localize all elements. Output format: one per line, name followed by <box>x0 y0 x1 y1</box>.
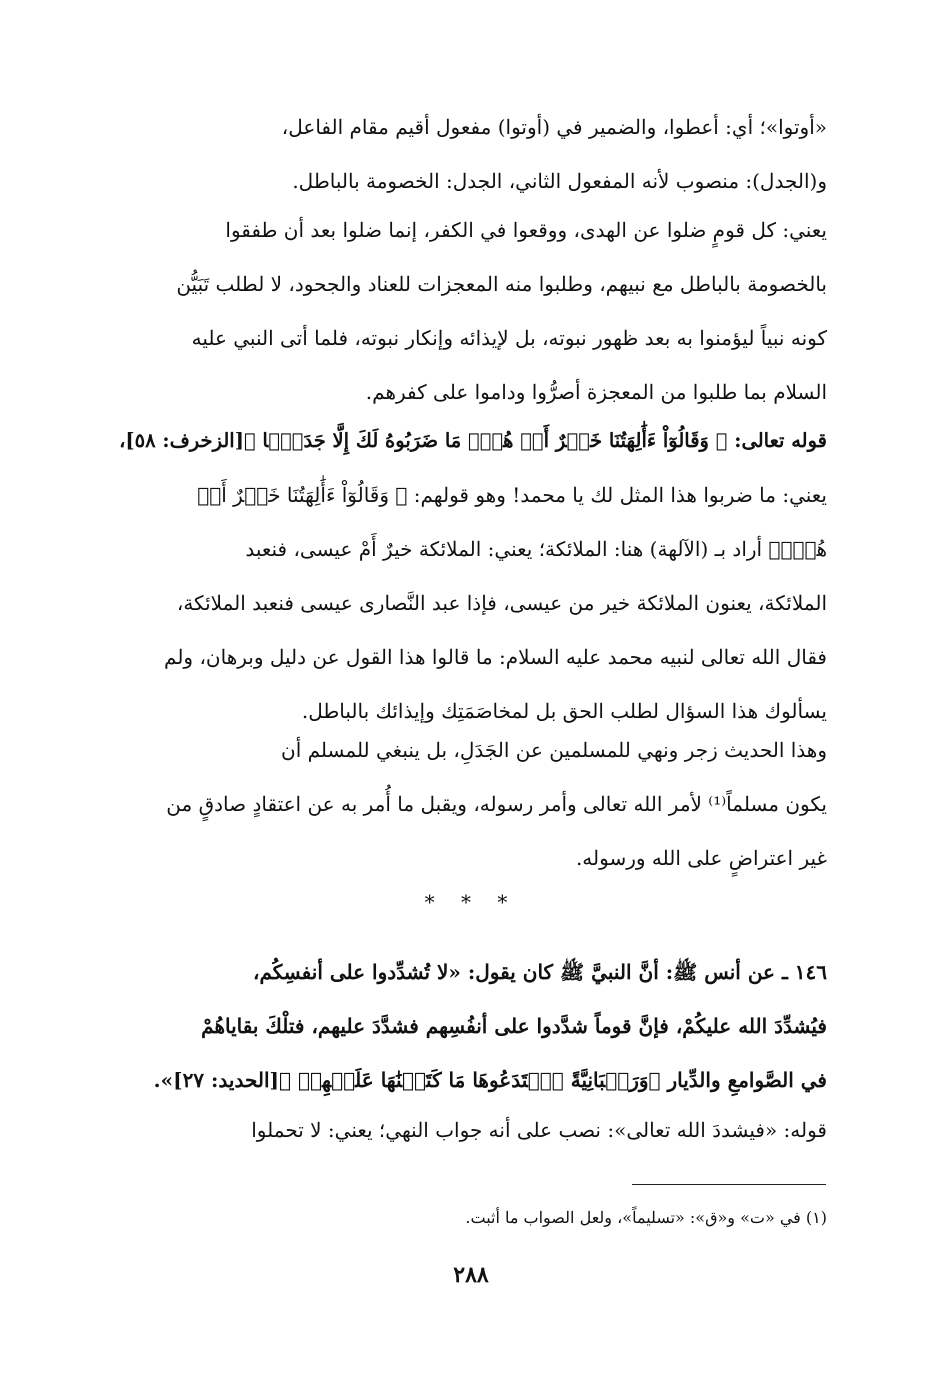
text-line: و(الجدل): منصوب لأنه المفعول الثاني، الجدل: الخصومة بالباطل. <box>292 169 827 193</box>
text-line: فيُشدِّدَ الله عليكُمْ، فإنَّ قوماً شدَّدوا على أنفُسِهم فشدَّدَ عليهم، فتلْكَ بقاياهُمْ <box>201 1014 827 1038</box>
text-line: هُوَۚ﴾ أراد بـ (الآلهة) هنا: الملائكة؛ يعني: الملائكة خيرٌ أَمْ عيسى، فنعبد <box>245 537 827 561</box>
text-line: قوله تعالى: ﴿ وَقَالُوٓاْ ءَأَٰلِهَتُنَا خَيۡرٌ أَمۡ هُوَۚ مَا ضَرَبُوهُ لَكَ إِلَّا جَدَلَۢا ﴾[الزخرف: ٥٨]، <box>119 429 827 452</box>
paragraph-quran-verse <box>112 414 827 738</box>
text-line: «أوتوا»؛ أي: أعطوا، والضمير في (أوتوا) مفعول أقيم مقام الفاعل، <box>281 115 827 139</box>
text-line: السلام بما طلبوا من المعجزة أصرُّوا وداموا على كفرهم. <box>365 380 827 404</box>
text-line: كونه نبياً ليؤمنوا به بعد ظهور نبوته، بل لإيذائه وإنكار نبوته، فلما أتى النبي عليه <box>191 326 827 350</box>
paragraph-explanation <box>112 203 827 419</box>
section-separator: * * * <box>424 890 518 914</box>
footnote: (١) في «ت» و«ق»: «تسليماً»، ولعل الصواب ما أثبت. <box>465 1208 827 1227</box>
text-line: غير اعتراضٍ على الله ورسوله. <box>575 846 827 870</box>
text-line: يعني: كل قومٍ ضلوا عن الهدى، ووقعوا في الكفر، إنما ضلوا بعد أن طفقوا <box>225 218 827 242</box>
paragraph-admonition <box>112 723 827 885</box>
text-line: فقال الله تعالى لنبيه محمد عليه السلام: ما قالوا هذا القول عن دليل وبرهان، ولم <box>164 645 827 669</box>
paragraph-definition <box>112 100 827 208</box>
text-line: يسألوك هذا السؤال لطلب الحق بل لمخاصَمَتِك وإيذائك بالباطل. <box>301 699 827 723</box>
text-line: وهذا الحديث زجر ونهي للمسلمين عن الجَدَلِ، بل ينبغي للمسلم أن <box>281 738 827 762</box>
text-line: ١٤٦ ـ عن أنس ﷺ: أنَّ النبيَّ ﷺ كان يقول: «لا تُشدِّدوا على أنفسِكُم، <box>252 960 827 984</box>
hadith-146 <box>112 945 827 1107</box>
text-line: الملائكة، يعنون الملائكة خير من عيسى، فإذا عبد النَّصارى عيسى فنعبد الملائكة، <box>176 591 827 615</box>
text-line: بالخصومة بالباطل مع نبيهم، وطلبوا منه المعجزات للعناد والجحود، لا لطلب تَبَيُّن <box>176 272 827 296</box>
text-line: يعني: ما ضربوا هذا المثل لك يا محمد! وهو قولهم: ﴿ وَقَالُوٓاْ ءَأَٰلِهَتُنَا خَيۡرٌ أَمۡ <box>197 483 827 507</box>
text-line: قوله: «فيشددَ الله تعالى»: نصب على أنه جواب النهي؛ يعني: لا تحملوا <box>251 1118 827 1142</box>
paragraph-commentary <box>112 1103 827 1157</box>
page-number: ٢٨٨ <box>453 1262 489 1288</box>
text-line: يكون مسلماً⁽¹⁾ لأمر الله تعالى وأمر رسوله، ويقبل ما أُمر به عن اعتقادٍ صادقٍ من <box>166 792 827 816</box>
text-line: في الصَّوامعِ والدِّيار ﴿وَرَهۡبَانِيَّةً ٱبۡتَدَعُوهَا مَا كَتَبۡنَٰهَا عَلَيۡهِمۡ ﴾[الحديد: ٢٧]». <box>153 1068 827 1092</box>
footnote-divider <box>632 1184 826 1185</box>
